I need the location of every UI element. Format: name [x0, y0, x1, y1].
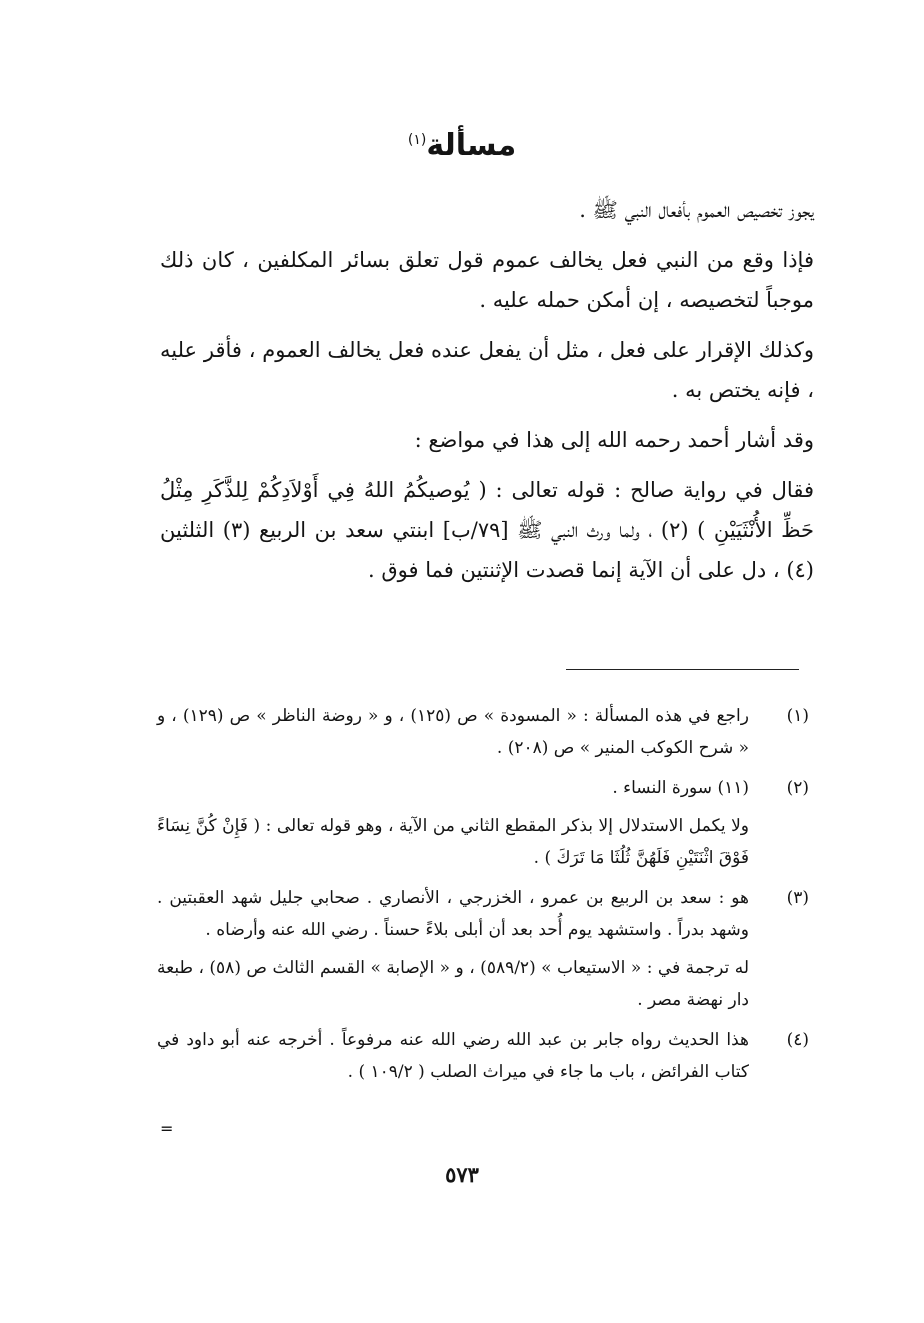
page-number: ٥٧٣: [445, 1162, 479, 1187]
paragraph: فإذا وقع من النبي فعل يخالف عموم قول تعلق بسائر المكلفين ، كان ذلك موجباً لتخصيصه ، إن أمكن حمله عليه .: [160, 248, 814, 312]
footnote-number: (٢): [786, 778, 809, 798]
paragraph: وقد أشار أحمد رحمه الله إلى هذا في مواضع :: [414, 428, 814, 452]
footnote-text: له ترجمة في : « الاستيعاب » (٥٨٩/٢) ، و « الإصابة » القسم الثالث ص (٥٨) ، طبعة دار نهضة مصر .: [157, 958, 749, 1010]
page-title: [0, 128, 924, 163]
footnote-text: هذا الحديث رواه جابر بن عبد الله رضي الله عنه مرفوعاً . أخرجه عنه أبو داود في كتاب الفرائض ، باب ما جاء في ميراث الصلب ( ١٠٩/٢ ) .: [157, 1030, 749, 1082]
title-text: مسألة: [426, 128, 517, 163]
footnote-3: [157, 882, 809, 1016]
paragraph: فقال في رواية صالح : قوله تعالى : ( يُوصيكُمُ اللهُ فِي أَوْلاَدِكُمْ لِلذَّكَرِ مِثْلُ حَظِّ الأُنْثَيَيْنِ ) (٢) ، ولما ورث النبي ﷺ [٧٩/ب] ابنتي سعد بن الربيع (٣) الثلثين (٤) ، دل على أن الآية إنما قصدت الإثنتين فما فوق .: [160, 478, 814, 582]
paragraph: يجوز تخصيص العموم بأفعال النبي ﷺ .: [579, 198, 814, 222]
title-footnote-marker: (١): [407, 132, 427, 148]
footnote-separator: [566, 669, 799, 670]
footnotes: [157, 700, 809, 1096]
footnote-text: (١١) سورة النساء .: [612, 778, 749, 798]
footnote-number: (٤): [786, 1030, 809, 1050]
footnote-number: (٣): [786, 888, 809, 908]
continuation-mark: =: [160, 1119, 174, 1138]
footnote-text: ولا يكمل الاستدلال إلا بذكر المقطع الثاني من الآية ، وهو قوله تعالى : ( فَإِنْ كُنَّ نِسَاءً فَوْقَ اثْنَتَيْنِ فَلَهُنَّ ثُلُثَا مَا تَرَكَ ) .: [157, 816, 749, 868]
footnote-number: (١): [786, 706, 809, 726]
footnote-text: راجع في هذه المسألة : « المسودة » ص (١٢٥) ، و « روضة الناظر » ص (١٢٩) ، و « شرح الكوكب المنير » ص (٢٠٨) .: [157, 706, 749, 758]
footnote-text: هو : سعد بن الربيع بن عمرو ، الخزرجي ، الأنصاري . صحابي جليل شهد العقبتين . وشهد بدراً . واستشهد يوم أُحد بعد أن أبلى بلاءً حسناً . رضي الله عنه وأرضاه .: [157, 888, 749, 940]
paragraph: وكذلك الإقرار على فعل ، مثل أن يفعل عنده فعل يخالف العموم ، فأقر عليه ، فإنه يختص به .: [160, 338, 814, 402]
footnote-2: [157, 772, 809, 874]
footnote-4: [157, 1024, 809, 1088]
main-text: [160, 190, 814, 600]
footnote-1: [157, 700, 809, 764]
